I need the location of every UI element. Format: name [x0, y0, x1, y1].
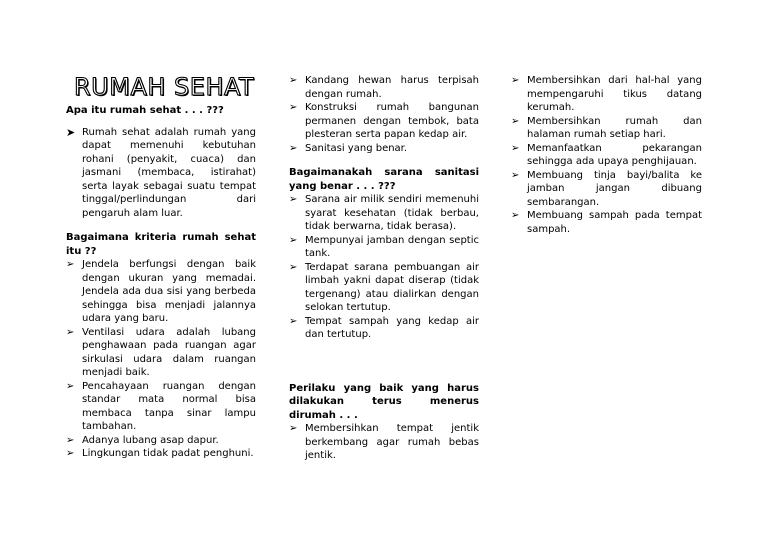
column-1 [66, 74, 256, 461]
list-item [289, 422, 479, 463]
page-title: RUMAH SEHAT [74, 73, 255, 101]
arrowhead-bullet-icon: ➢ [289, 315, 298, 327]
arrowhead-bullet-icon: ➢ [66, 448, 75, 459]
list-item [289, 101, 479, 142]
list-item [511, 209, 702, 236]
question-criteria: Bagaimana kriteria rumah sehat itu ?? [66, 232, 256, 257]
arrowhead-bullet-icon: ➢ [66, 434, 75, 446]
list-item [289, 261, 479, 315]
arrowhead-bullet-icon: ➢ [289, 194, 298, 205]
list-item [511, 169, 702, 210]
arrowhead-bullet-icon: ➢ [289, 75, 298, 86]
filled-arrow-bullet-icon: ➤ [66, 125, 76, 139]
sanitation-list [289, 193, 479, 342]
arrowhead-bullet-icon: ➢ [289, 423, 298, 434]
list-item-text: Pencahayaan ruangan dengan standar mata normal bisa membaca tanpa sinar lampu tambahan. [82, 380, 256, 432]
list-item [289, 74, 479, 101]
column-3 [511, 74, 702, 236]
list-item-text: Membersihkan rumah dan halaman rumah setiap hari. [527, 115, 702, 140]
list-item-text: Membersihkan dari hal-hal yang mempengaruhi tikus datang kerumah. [527, 75, 702, 113]
list-item-text: Memanfaatkan pekarangan sehingga ada upaya penghijauan. [527, 142, 702, 167]
criteria-list [66, 258, 256, 461]
question-what-is: Apa itu rumah sehat . . . ??? [66, 105, 224, 116]
arrowhead-bullet-icon: ➢ [511, 169, 520, 181]
list-item-text: Membuang sampah pada tempat sampah. [527, 210, 702, 235]
arrowhead-bullet-icon: ➢ [511, 75, 520, 86]
list-item [66, 126, 256, 221]
list-item-text: Adanya lubang asap dapur. [82, 434, 219, 446]
list-item-text: Lingkungan tidak padat penghuni. [82, 448, 254, 459]
list-item [66, 326, 256, 380]
list-item [289, 142, 479, 156]
arrowhead-bullet-icon: ➢ [289, 102, 298, 113]
behaviour-continued-list [511, 74, 702, 236]
intro-list [66, 126, 256, 221]
list-item [511, 74, 702, 115]
list-item-text: Membersihkan tempat jentik berkembang agar rumah bebas jentik. [305, 423, 479, 461]
arrowhead-bullet-icon: ➢ [66, 380, 75, 392]
list-item [66, 434, 256, 448]
arrowhead-bullet-icon: ➢ [289, 142, 298, 154]
intro-text: Rumah sehat adalah rumah yang dapat memenuhi kebutuhan rohani (penyakit, cuaca) dan jasmani (membaca, istirahat) serta layak sebagai suatu tempat tinggal/perlindungan dari pengaruh alam luar. [82, 126, 256, 219]
list-item [66, 447, 256, 461]
behaviour-list [289, 422, 479, 463]
arrowhead-bullet-icon: ➢ [511, 142, 520, 154]
column-2 [289, 74, 479, 463]
list-item-text: Sarana air milik sendiri memenuhi syarat kesehatan (tidak berbau, tidak berwarna, tidak berasa). [305, 194, 479, 232]
list-item-text: Konstruksi rumah bangunan permanen dengan tembok, bata plesteran serta papan kedap air. [305, 102, 479, 140]
list-item [511, 115, 702, 142]
question-sanitation: Bagaimanakah sarana sanitasi yang benar . . . ??? [289, 167, 479, 192]
list-item-text: Tempat sampah yang kedap air dan tertutup. [305, 315, 479, 340]
list-item [289, 193, 479, 234]
arrowhead-bullet-icon: ➢ [289, 261, 298, 273]
list-item-text: Kandang hewan harus terpisah dengan rumah. [305, 75, 479, 100]
list-item [511, 142, 702, 169]
list-item [289, 315, 479, 342]
criteria-continued-list [289, 74, 479, 155]
question-behaviour: Perilaku yang baik yang harus dilakukan terus menerus dirumah . . . [289, 382, 479, 421]
list-item [66, 258, 256, 326]
arrowhead-bullet-icon: ➢ [511, 210, 520, 221]
arrowhead-bullet-icon: ➢ [289, 234, 298, 246]
list-item-text: Jendela berfungsi dengan baik dengan ukuran yang memadai. Jendela ada dua sisi yang berbeda sehingga bisa menjadi jalannya udara yang baru. [82, 259, 256, 324]
list-item-text: Sanitasi yang benar. [305, 142, 408, 154]
list-item-text: Mempunyai jamban dengan septic tank. [305, 234, 479, 259]
list-item-text: Terdapat sarana pembuangan air limbah yakni dapat diserap (tidak tergenang) atau dialirkan dengan selokan tertutup. [305, 261, 479, 313]
list-item-text: Membuang tinja bayi/balita ke jamban jangan dibuang sembarangan. [527, 169, 702, 208]
arrowhead-bullet-icon: ➢ [66, 326, 75, 338]
arrowhead-bullet-icon: ➢ [66, 259, 75, 270]
list-item [66, 380, 256, 434]
arrowhead-bullet-icon: ➢ [511, 115, 520, 127]
list-item [289, 234, 479, 261]
list-item-text: Ventilasi udara adalah lubang penghawaan pada ruangan agar sirkulasi udara dalam ruangan menjadi baik. [82, 326, 256, 378]
